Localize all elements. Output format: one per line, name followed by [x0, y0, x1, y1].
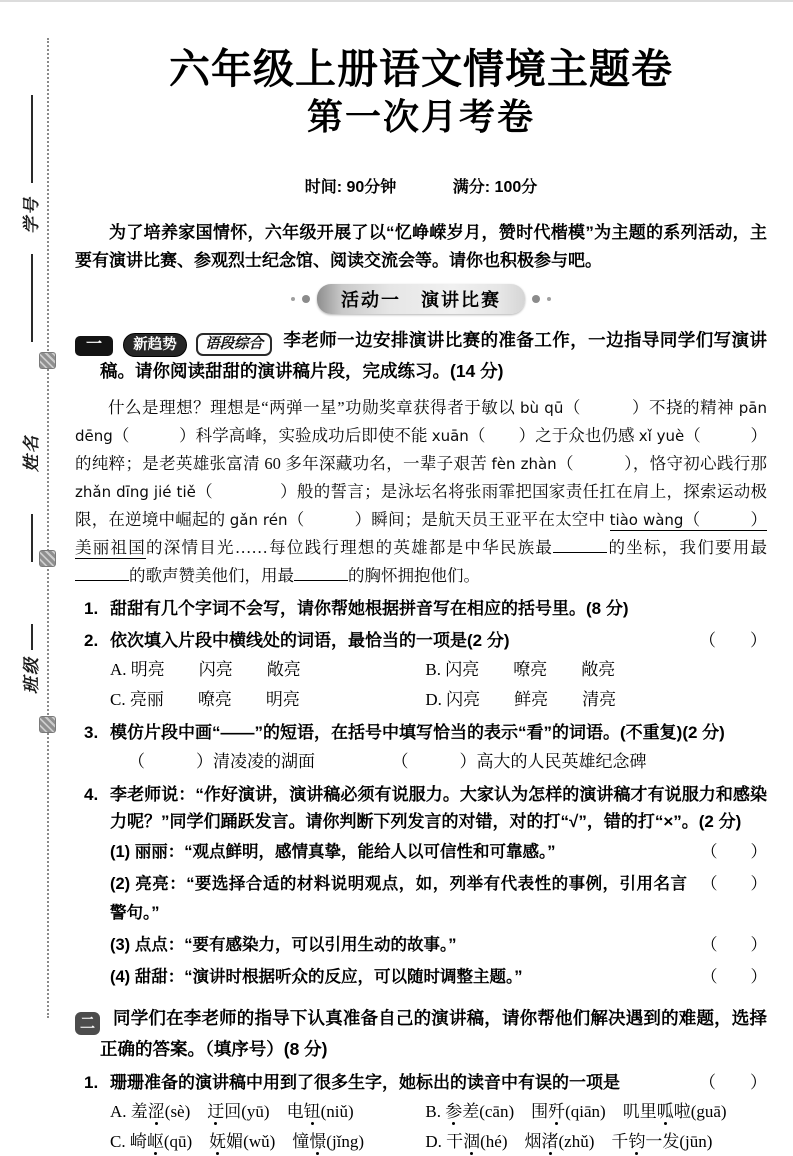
margin-label-class: 班级 — [22, 656, 41, 694]
margin-blank-line — [31, 95, 33, 183]
sub-question — [110, 837, 767, 867]
option: D. 闪亮 鲜亮 清亮 — [425, 690, 617, 710]
question-item — [75, 1069, 767, 1156]
emphasis-dot-char: 涸 — [463, 1132, 481, 1152]
section-two-lead: 同学们在李老师的指导下认真准备自己的演讲稿，请你帮他们解决遇到的难题，选择正确的答案。（填序号）(8 分) — [100, 1008, 767, 1060]
answer-paren: （ ） — [699, 631, 767, 651]
question-number: 2. — [84, 631, 99, 651]
section-two-head — [75, 1004, 767, 1064]
question-text: 李老师说：“作好演讲，演讲稿必须有说服力。大家认为怎样的演讲稿才有说服力和感染力呢？”同学们踊跃发言。请你判断下列发言的对错，对的打“√”，错的打“×”。(2 分) — [110, 785, 767, 832]
question-number: 3. — [84, 723, 99, 743]
question-line — [110, 627, 767, 654]
decor-dot-icon — [547, 297, 551, 301]
write-blank-line — [75, 567, 129, 581]
question-item — [75, 627, 767, 714]
passage-text: （ ），恪守初心践行那 — [556, 454, 767, 474]
option: C. 亮丽 嘹亮 明亮 — [110, 690, 300, 710]
question-number: 1. — [84, 1073, 99, 1093]
activity-banner — [75, 284, 767, 314]
pinyin-text: zhǎn dīng jié tiě — [75, 483, 196, 502]
option: A. 羞涩(sè) 迂回(yū) 电钮(niǔ) — [110, 1102, 354, 1122]
answer-paren: （ ） — [701, 935, 767, 955]
options-row — [110, 686, 767, 714]
question-text: 依次填入片段中横线处的词语，最恰当的一项是(2 分) — [110, 631, 510, 651]
margin-blank-line — [31, 254, 33, 342]
section-two-questions — [75, 1069, 767, 1156]
section-one-head — [75, 326, 767, 386]
margin-label-student-id: 学号 — [22, 196, 41, 234]
pinyin-text: bù qū — [519, 399, 564, 418]
decor-dot-icon — [532, 295, 540, 303]
pinyin-text: xuān — [431, 427, 469, 446]
emphasis-dot-char: 迂 — [207, 1102, 225, 1122]
passage-text: 什么是理想？理想是“两弹一星”功勋奖章获得者于敏以 — [108, 398, 520, 418]
answer-paren: （ ） — [701, 874, 767, 894]
question-line — [110, 719, 767, 746]
option: B. 参差(cān) 围歼(qiān) 叽里呱啦(guā) — [425, 1102, 727, 1122]
passage-text: （ ）的纯粹；是老英雄张富清 60 多年深藏功名，一辈子艰苦 — [75, 426, 767, 474]
seal-stamp-icon — [39, 550, 56, 567]
time-limit: 时间: 90分钟 — [304, 179, 397, 197]
passage-text: （ ）不挠的精神 — [563, 398, 739, 418]
seal-stamp-icon — [39, 716, 56, 733]
emphasis-dot-char: 参 — [445, 1102, 463, 1122]
section-one-lead: 李老师一边安排演讲比赛的准备工作，一边指导同学们写演讲稿。请你阅读甜甜的演讲稿片段，完成练习。(14 分) — [100, 330, 767, 382]
pinyin-text: fèn zhàn — [491, 455, 557, 474]
write-blank-line — [553, 539, 607, 553]
margin-blank-line — [31, 514, 33, 562]
emphasis-dot-char: 憬 — [309, 1132, 327, 1152]
exam-info-line — [75, 174, 767, 197]
decor-dot-icon — [302, 295, 310, 303]
options-row — [110, 656, 767, 684]
section-one-questions — [75, 595, 767, 992]
section-two-marker: 二 — [75, 1012, 100, 1035]
emphasis-dot-char: 钮 — [303, 1102, 321, 1122]
question-number: 1. — [84, 599, 99, 619]
question-text: 甜甜有几个字词不会写，请你帮她根据拼音写在相应的括号里。(8 分) — [110, 599, 629, 619]
options-row — [110, 1128, 767, 1156]
sub-question-text: (1) 丽丽：“观点鲜明，感情真挚，能给人以可信性和可靠感。” — [110, 843, 556, 862]
passage-text: （ ）之于众也仍感 — [468, 426, 639, 446]
section-one-marker: 一 — [75, 336, 113, 356]
page-title: 六年级上册语文情境主题卷 — [169, 46, 673, 92]
emphasis-dot-char: 呱 — [656, 1102, 674, 1122]
question-line — [110, 595, 767, 622]
seal-dotted-line — [47, 38, 49, 1018]
new-trend-badge: 新趋势 — [123, 333, 187, 357]
activity-badge: 活动一 演讲比赛 — [317, 284, 525, 314]
question-item — [75, 719, 767, 776]
answer-paren: （ ） — [701, 842, 767, 862]
passage — [75, 394, 767, 590]
emphasis-dot-char: 渚 — [541, 1132, 559, 1152]
passage-text: 的坐标，我们要用最 — [607, 538, 768, 558]
emphasis-dot-char: 妩 — [209, 1132, 227, 1152]
sub-question — [110, 930, 767, 960]
sub-question-text: (2) 亮亮：“要选择合适的材料说明观点，如，列举有代表性的事例，引用名言警句。” — [110, 875, 687, 923]
option: A. 明亮 闪亮 敞亮 — [110, 660, 301, 680]
answer-paren: （ ） — [699, 1073, 767, 1093]
emphasis-dot-char: 歼 — [548, 1102, 566, 1122]
passage-text: 的胸怀拥抱他们。 — [348, 566, 480, 586]
question-text: 珊珊准备的演讲稿中用到了很多生字，她标出的读音中有误的一项是 — [110, 1073, 620, 1093]
pinyin-text: pān dēng — [75, 399, 768, 446]
passage-type-badge: 语段综合 — [196, 333, 272, 356]
sub-question — [110, 962, 767, 992]
seal-stamp-icon — [39, 352, 56, 369]
passage-text: 的深情目光……每位践行理想的英雄都是中华民族最 — [146, 538, 554, 558]
sub-question — [110, 869, 767, 928]
underlined-text: （ ）美丽祖国 — [75, 510, 768, 558]
passage-text: （ ）般的誓言；是泳坛名将张雨霏把国家责任扛在肩上，探索运动极限，在逆境中崛起的 — [75, 482, 767, 530]
question-line — [110, 1069, 767, 1096]
question-item — [75, 595, 767, 622]
emphasis-dot-char: 岖 — [146, 1132, 164, 1152]
write-blank-line — [294, 567, 348, 581]
question-text: 模仿片段中画“——”的短语，在括号中填写恰当的表示“看”的词语。(不重复)(2 分) — [110, 723, 725, 743]
margin-label-name: 姓名 — [22, 434, 41, 472]
sub-question-text: (3) 点点：“要有感染力，可以引用生动的故事。” — [110, 936, 457, 955]
question-item — [75, 781, 767, 992]
option: B. 闪亮 嘹亮 敞亮 — [425, 660, 616, 680]
intro-paragraph: 为了培养家国情怀，六年级开展了以“忆峥嵘岁月，赞时代楷模”为主题的系列活动，主要有演讲比赛、参观烈士纪念馆、阅读交流会等。请你也积极参与吧。 — [75, 223, 767, 271]
page-subtitle: 第一次月考卷 — [306, 96, 535, 138]
margin-blank-line — [31, 624, 33, 650]
emphasis-dot-char: 涩 — [147, 1102, 165, 1122]
answer-paren: （ ） — [701, 967, 767, 987]
option: D. 干涸(hé) 烟渚(zhǔ) 千钧一发(jūn) — [425, 1132, 713, 1152]
passage-text: （ ）瞬间；是航天员王亚平在太空中 — [287, 510, 610, 530]
decor-dot-icon — [291, 297, 295, 301]
question-line — [110, 781, 767, 835]
options-row — [110, 1098, 767, 1126]
emphasis-dot-char: 钧 — [628, 1132, 646, 1152]
fill-in-line: （ ）清凌凌的湖面 （ ）高大的人民英雄纪念碑 — [128, 752, 647, 772]
option: C. 崎岖(qū) 妩媚(wǔ) 憧憬(jǐng) — [110, 1132, 365, 1152]
question-number: 4. — [84, 785, 99, 805]
pinyin-text: xǐ yuè — [638, 427, 685, 446]
sub-question-text: (4) 甜甜：“演讲时根据听众的反应，可以随时调整主题。” — [110, 968, 523, 987]
passage-text: （ ）科学高峰，实验成功后即使不能 — [112, 426, 432, 446]
passage-text: 的歌声赞美他们，用最 — [129, 566, 294, 586]
full-score: 满分: 100分 — [452, 179, 538, 197]
paper-content — [75, 2, 767, 1156]
underlined-pinyin-text: tiào wàng — [609, 511, 684, 530]
pinyin-text: gǎn rén — [229, 511, 288, 530]
